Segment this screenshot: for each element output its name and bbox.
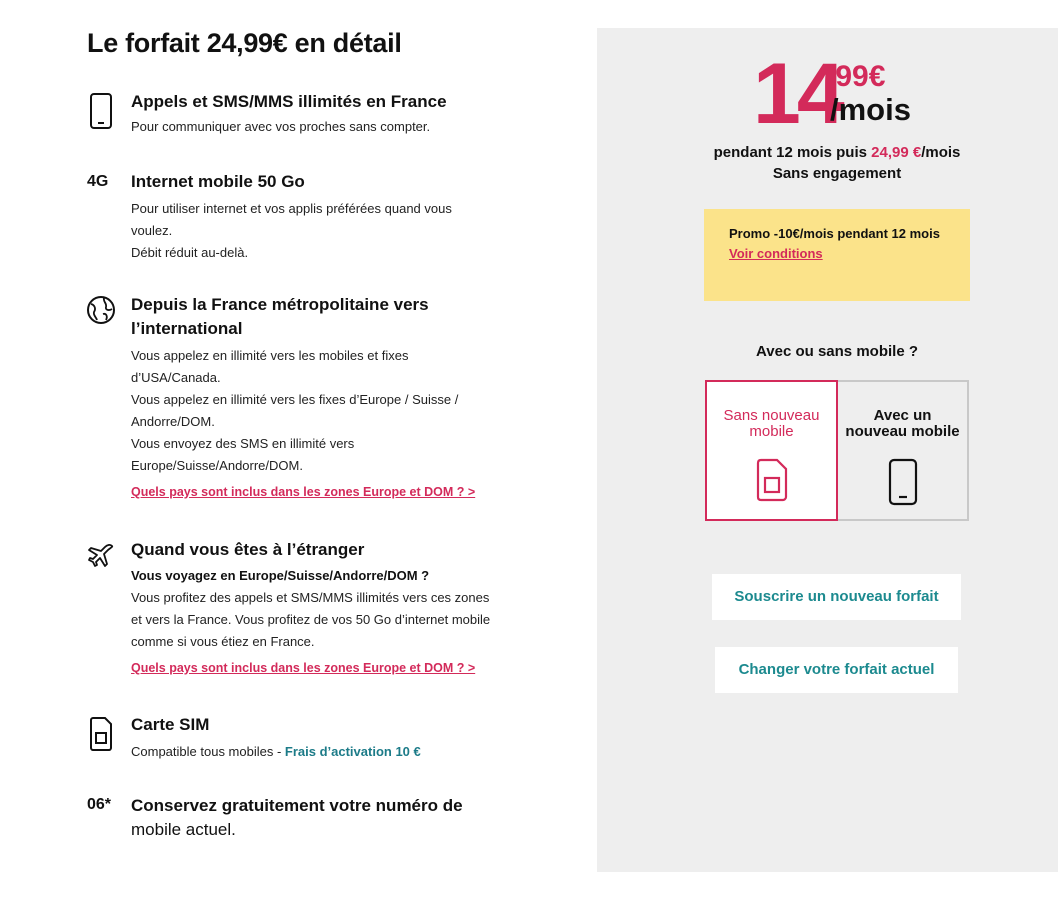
feature-title: l’international xyxy=(131,319,243,338)
activation-fee: Frais d’activation 10 € xyxy=(284,744,421,759)
page-title: Le forfait 24,99€ en détail xyxy=(87,28,402,58)
zones-link[interactable]: Quels pays sont inclus dans les zones Europe et DOM ? > xyxy=(131,485,476,499)
sim-card-icon xyxy=(707,458,836,502)
promo-text: Promo -10€/mois pendant 12 mois xyxy=(729,226,940,241)
feature-question: Vous voyagez en Europe/Suisse/Andorre/DOM ? xyxy=(131,568,430,583)
full-price: 24,99 € xyxy=(871,144,922,161)
feature-desc: Vous envoyez des SMS en illimité vers xyxy=(131,436,355,451)
feature-desc: Andorre/DOM. xyxy=(131,414,215,429)
feature-desc: Pour utiliser internet et vos applis préférées quand vous xyxy=(131,201,452,216)
price xyxy=(597,46,1058,142)
feature-title: Quand vous êtes à l’étranger xyxy=(131,540,365,559)
airplane-icon xyxy=(84,542,118,582)
feature-desc: voulez. xyxy=(131,223,173,238)
4g-badge: 4G xyxy=(87,173,109,190)
subscribe-button[interactable]: Souscrire un nouveau forfait xyxy=(712,574,961,620)
price-decimal: ,99€ xyxy=(827,60,886,93)
zones-link[interactable]: Quels pays sont inclus dans les zones Europe et DOM ? > xyxy=(131,661,476,675)
feature-desc: Débit réduit au-delà. xyxy=(131,245,249,260)
feature-desc: comme si vous étiez en France. xyxy=(131,634,315,649)
feature-desc: Vous profitez des appels et SMS/MMS illimités vers ces zones xyxy=(131,590,490,605)
feature-desc: et vers la France. Vous profitez de vos 50 Go d’internet mobile xyxy=(131,612,491,627)
sim-card-icon xyxy=(84,716,118,756)
feature-title: Carte SIM xyxy=(131,715,210,734)
price-duration-prefix: pendant 12 mois puis xyxy=(713,144,872,161)
price-duration-suffix: /mois xyxy=(921,144,961,161)
price-period: /mois xyxy=(830,92,911,127)
offer-panel xyxy=(597,28,1058,872)
choice-label: Sans nouveau mobile xyxy=(723,407,820,440)
choice-label: Avec un nouveau mobile xyxy=(845,407,960,440)
feature-title: Internet mobile 50 Go xyxy=(131,172,305,191)
feature-desc: Vous appelez en illimité vers les fixes d’Europe / Suisse / xyxy=(131,392,459,407)
feature-desc: Pour communiquer avec vos proches sans compter. xyxy=(131,119,431,134)
feature-title: Depuis la France métropolitaine vers xyxy=(131,295,429,314)
globe-icon xyxy=(84,295,118,335)
feature-desc: Europe/Suisse/Andorre/DOM. xyxy=(131,458,303,473)
feature-title: Appels et SMS/MMS illimités en France xyxy=(131,92,447,111)
choice-question: Avec ou sans mobile ? xyxy=(756,343,918,360)
feature-desc: d’USA/Canada. xyxy=(131,370,221,385)
smartphone-icon xyxy=(838,458,967,506)
mobile-choice xyxy=(705,380,970,521)
sim-compat-text: Compatible tous mobiles - xyxy=(131,744,285,759)
choice-without-mobile[interactable] xyxy=(705,380,838,521)
promo-box xyxy=(704,209,970,301)
change-plan-button[interactable]: Changer votre forfait actuel xyxy=(715,647,958,693)
feature-desc xyxy=(131,741,521,763)
price-block xyxy=(597,46,1058,142)
feature-desc: Vous appelez en illimité vers les mobiles et fixes xyxy=(131,348,409,363)
conditions-link[interactable]: Voir conditions xyxy=(729,246,823,261)
choice-with-mobile[interactable] xyxy=(836,380,969,521)
feature-title: mobile actuel. xyxy=(131,820,236,839)
price-duration xyxy=(597,144,1058,161)
price-integer: 14 xyxy=(753,46,841,142)
number-badge: 06* xyxy=(87,796,112,813)
no-commitment: Sans engagement xyxy=(772,165,902,182)
smartphone-icon xyxy=(84,92,118,132)
feature-title: Conservez gratuitement votre numéro de xyxy=(131,796,463,815)
